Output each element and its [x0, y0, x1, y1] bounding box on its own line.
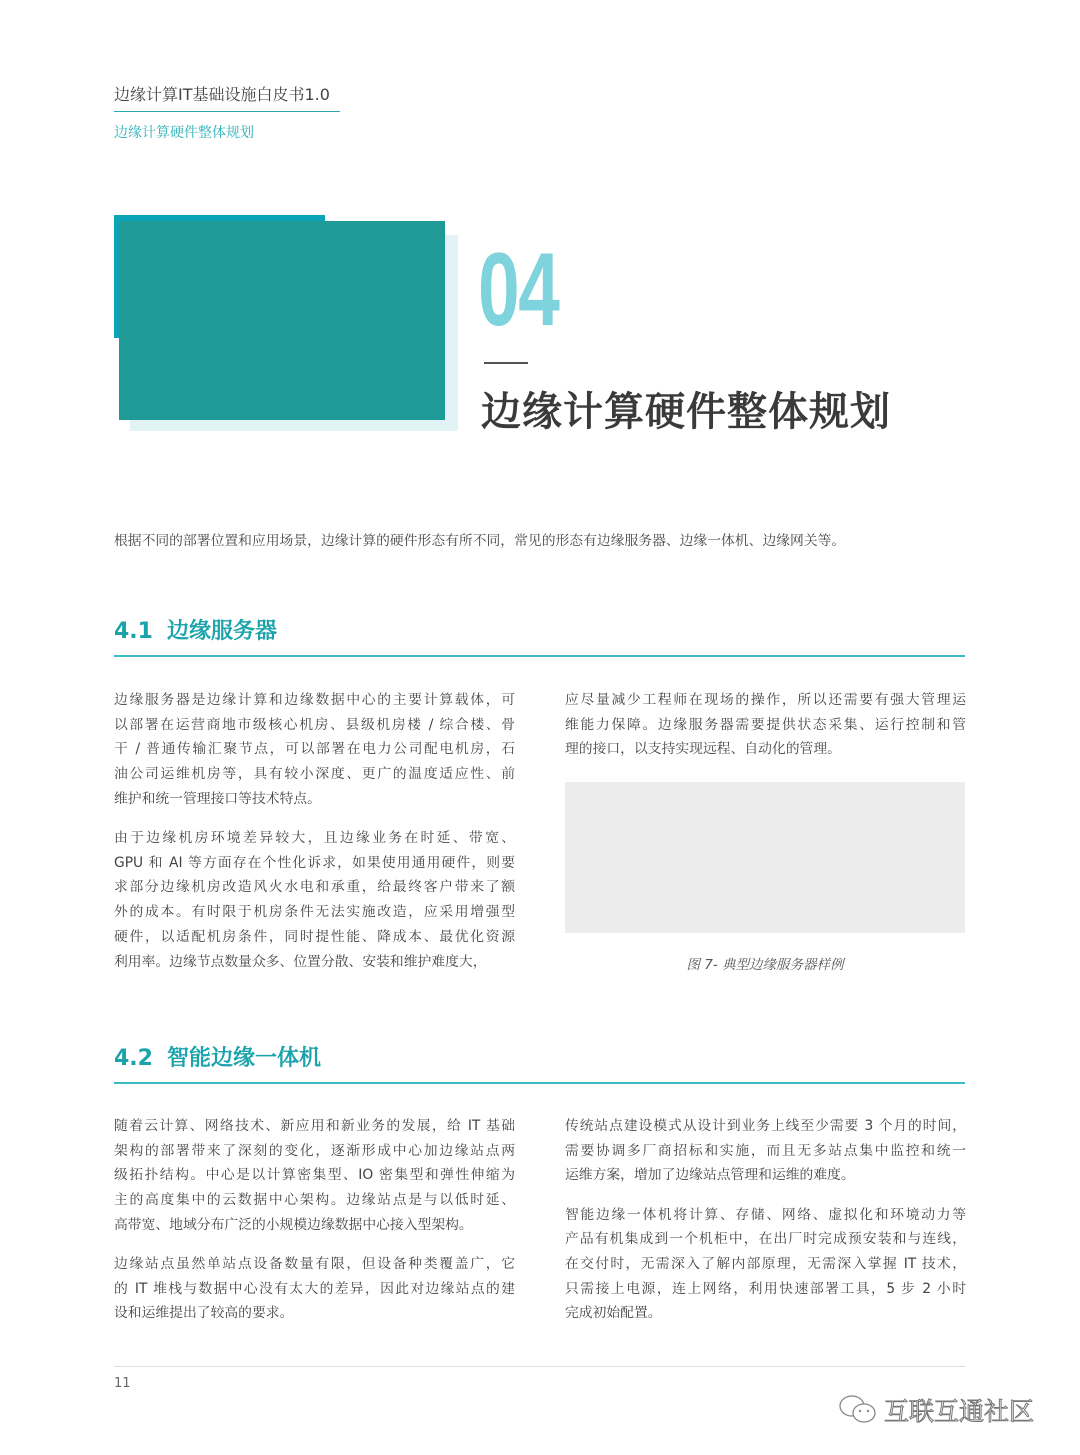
paragraph — [114, 826, 515, 974]
figure-image-placeholder — [565, 782, 965, 933]
section-4-2-right-column — [565, 1114, 966, 1341]
text-line: 只需接上电源，连上网络，利用快速部署工具，5 步 2 小时 — [565, 1280, 966, 1297]
text-line: GPU 和 AI 等方面存在个性化诉求，如果使用通用硬件，则要 — [114, 854, 515, 871]
text-line: 维能力保障。边缘服务器需要提供状态采集、运行控制和管 — [565, 716, 966, 733]
header-divider — [114, 111, 340, 112]
section-4-2-left-column — [114, 1114, 515, 1341]
paragraph — [565, 688, 966, 762]
text-line: 理的接口，以支持实现远程、自动化的管理。 — [565, 741, 841, 758]
section-number: 4.1 — [114, 619, 153, 644]
text-line: 传统站点建设模式从设计到业务上线至少需要 3 个月的时间， — [565, 1118, 966, 1134]
chapter-number: 04 — [478, 232, 559, 348]
text-line: 由于边缘机房环境差异较大，且边缘业务在时延、带宽、 — [114, 830, 515, 847]
section-divider — [114, 1082, 965, 1084]
text-line: 求部分边缘机房改造风火水电和承重，给最终客户带来了额 — [114, 879, 515, 896]
text-line: 在交付时，无需深入了解内部原理，无需深入掌握 IT 技术， — [565, 1256, 966, 1273]
footer-divider — [114, 1366, 965, 1367]
paragraph — [565, 1114, 966, 1188]
chapter-dash — [484, 362, 528, 364]
paragraph — [114, 1114, 515, 1238]
text-line: 硬件，以适配机房条件，同时提性能、降成本、最优化资源 — [114, 928, 515, 945]
text-line: 油公司运维机房等，具有较小深度、更广的温度适应性、前 — [114, 766, 515, 783]
text-line: 完成初始配置。 — [565, 1305, 662, 1322]
section-number: 4.2 — [114, 1046, 153, 1071]
section-title: 边缘服务器 — [166, 619, 277, 644]
chapter-title: 边缘计算硬件整体规划 — [481, 389, 891, 435]
section-heading-4-1 — [114, 614, 277, 645]
text-line: 级拓扑结构。中心是以计算密集型、IO 密集型和弹性伸缩为 — [114, 1167, 515, 1184]
decorative-block-teal — [119, 221, 445, 420]
text-line: 高带宽、地域分布广泛的小规模边缘数据中心接入型架构。 — [114, 1216, 473, 1233]
paragraph — [114, 1252, 515, 1326]
text-line: 应尽量减少工程师在现场的操作，所以还需要有强大管理运 — [565, 692, 966, 708]
document-title: 边缘计算IT基础设施白皮书1.0 — [114, 85, 330, 104]
wechat-icon — [838, 1393, 878, 1427]
section-title: 智能边缘一体机 — [166, 1046, 321, 1071]
text-line: 产品有机集成到一个机柜中，在出厂时完成预安装和与连线， — [565, 1231, 966, 1248]
text-line: 外的成本。有时限于机房条件无法实施改造，应采用增强型 — [114, 904, 515, 921]
text-line: 设和运维提出了较高的要求。 — [114, 1305, 294, 1322]
text-line: 运维方案，增加了边缘站点管理和运维的难度。 — [565, 1167, 855, 1184]
page-number: 11 — [114, 1376, 131, 1391]
text-line: 架构的部署带来了深刻的变化，逐渐形成中心加边缘站点两 — [114, 1142, 515, 1159]
section-label: 边缘计算硬件整体规划 — [114, 125, 254, 141]
paragraph — [114, 688, 515, 812]
figure-caption: 图 7- 典型边缘服务器样例 — [686, 957, 844, 973]
watermark — [838, 1392, 1034, 1428]
watermark-text: 互联互通社区 — [884, 1397, 1035, 1426]
text-line: 利用率。边缘节点数量众多、位置分散、安装和维护难度大， — [114, 953, 487, 970]
text-line: 维护和统一管理接口等技术特点。 — [114, 790, 321, 807]
text-line: 边缘服务器是边缘计算和边缘数据中心的主要计算载体，可 — [114, 692, 515, 708]
paragraph — [565, 1203, 966, 1327]
text-line: 干 / 普通传输汇聚节点，可以部署在电力公司配电机房，石 — [114, 741, 515, 758]
text-line: 主的高度集中的云数据中心架构。边缘站点是与以低时延、 — [114, 1192, 515, 1209]
section-divider — [114, 655, 965, 657]
text-line: 以部署在运营商地市级核心机房、县级机房楼 / 综合楼、骨 — [114, 716, 515, 733]
text-line: 的 IT 堆栈与数据中心没有太大的差异，因此对边缘站点的建 — [114, 1280, 515, 1297]
text-line: 智能边缘一体机将计算、存储、网络、虚拟化和环境动力等 — [565, 1206, 966, 1223]
text-line: 边缘站点虽然单站点设备数量有限，但设备种类覆盖广，它 — [114, 1256, 515, 1273]
section-heading-4-2 — [114, 1041, 321, 1072]
section-4-1-left-column — [114, 688, 515, 989]
section-4-1-right-column — [565, 688, 966, 777]
intro-paragraph: 根据不同的部署位置和应用场景，边缘计算的硬件形态有所不同，常见的形态有边缘服务器、边缘一体机、边缘网关等。 — [114, 533, 846, 549]
text-line: 需要协调多厂商招标和实施，而且无多站点集中监控和统一 — [565, 1142, 966, 1159]
text-line: 随着云计算、网络技术、新应用和新业务的发展，给 IT 基础 — [114, 1118, 515, 1134]
